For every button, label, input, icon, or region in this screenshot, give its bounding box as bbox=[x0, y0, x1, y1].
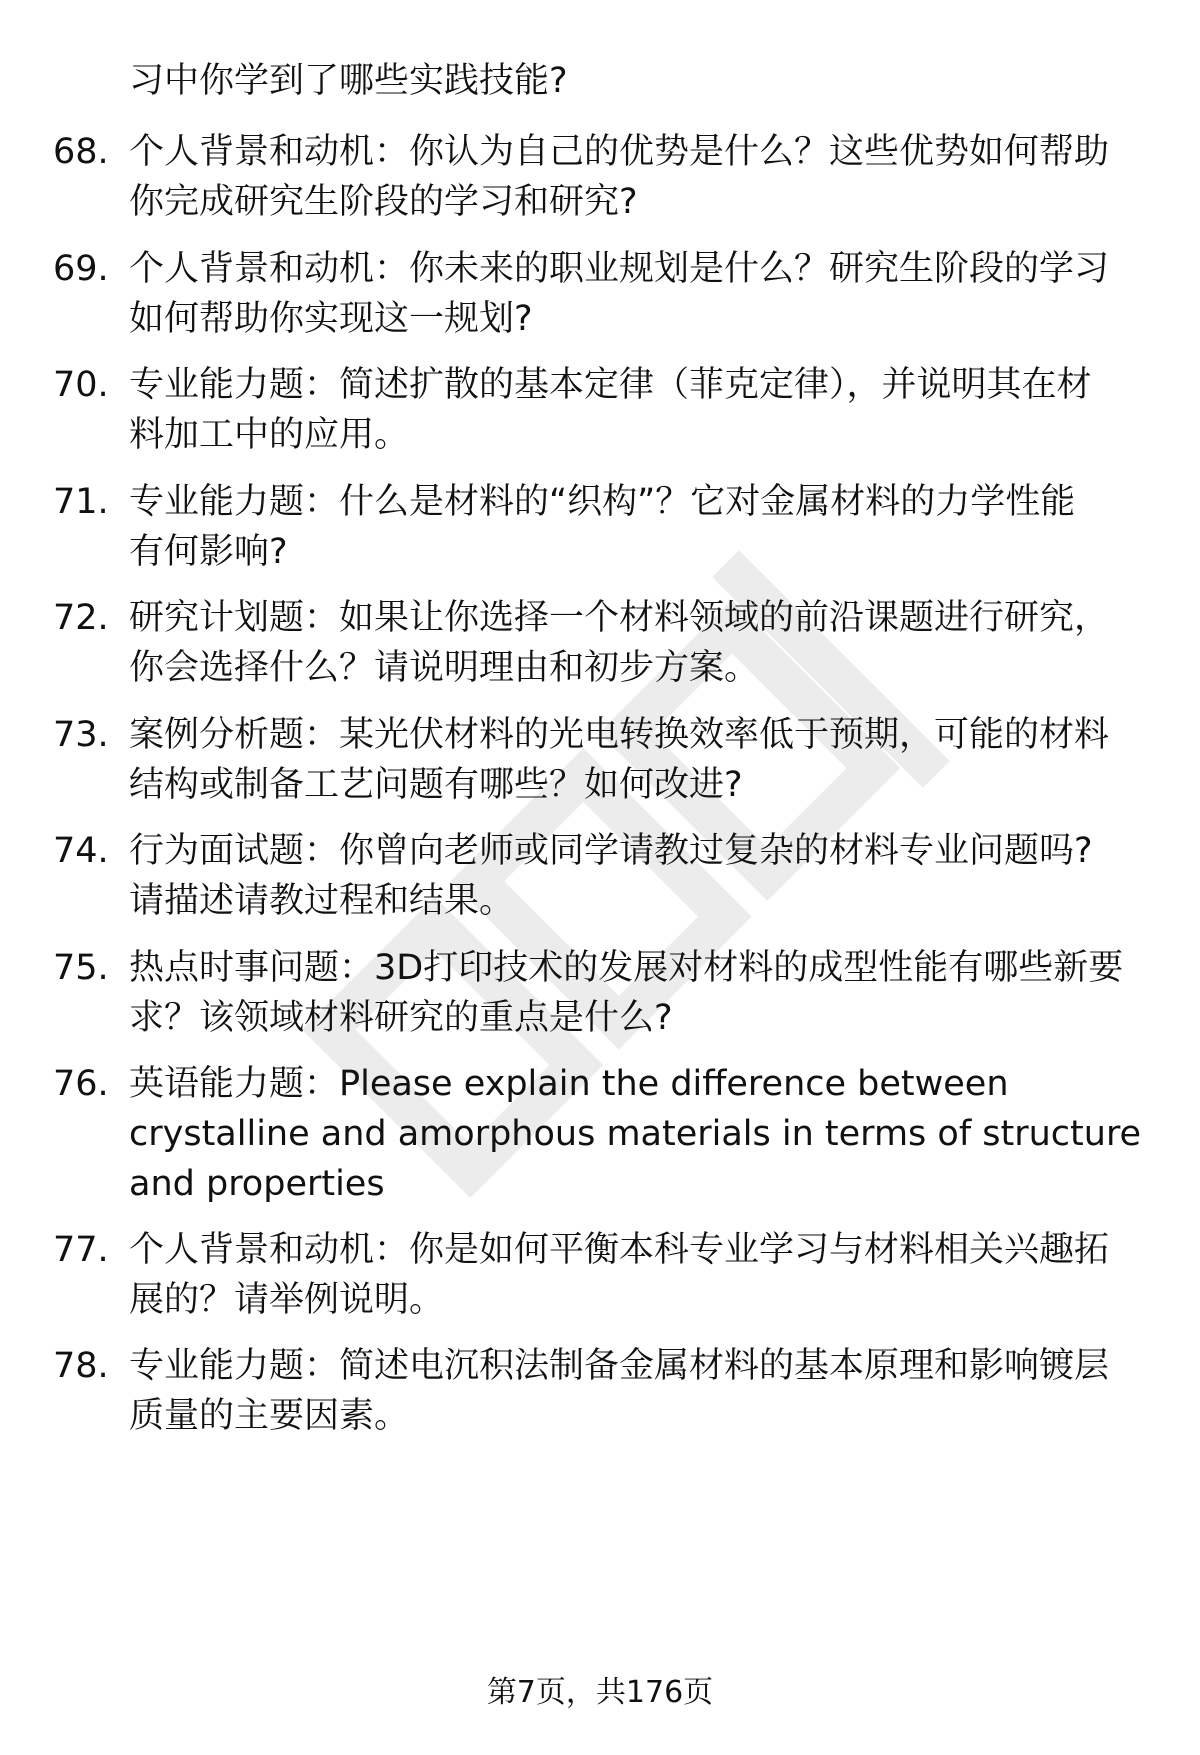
question-number: 71. bbox=[53, 482, 109, 522]
question-text: 热点时事问题：3D打印技术的发展对材料的成型性能有哪些新要 求？该领域材料研究的重点是什么? bbox=[129, 948, 1124, 1038]
question-text: 行为面试题：你曾向老师或同学请教过复杂的材料专业问题吗? 请描述请教过程和结果。 bbox=[129, 831, 1093, 921]
question-number: 78. bbox=[53, 1346, 109, 1386]
question-text: 专业能力题：简述扩散的基本定律（菲克定律），并说明其在材 料加工中的应用。 bbox=[129, 365, 1092, 455]
page-footer: 第7页，共176页 bbox=[486, 1675, 714, 1710]
question-text: 研究计划题：如果让你选择一个材料领域的前沿课题进行研究， 你会选择什么？请说明理由和初步方案。 bbox=[129, 598, 1110, 688]
question-text: 专业能力题：什么是材料的“织构”？它对金属材料的力学性能 有何影响? bbox=[129, 482, 1076, 572]
question-text: 个人背景和动机：你未来的职业规划是什么？研究生阶段的学习 如何帮助你实现这一规划? bbox=[129, 249, 1110, 339]
question-text: 专业能力题：简述电沉积法制备金属材料的基本原理和影响镀层 质量的主要因素。 bbox=[129, 1346, 1110, 1436]
question-number: 72. bbox=[53, 598, 109, 638]
question-number: 70. bbox=[53, 365, 109, 405]
question-text: 案例分析题：某光伏材料的光电转换效率低于预期，可能的材料 结构或制备工艺问题有哪些？如何改进? bbox=[129, 715, 1110, 805]
question-number: 69. bbox=[53, 249, 109, 289]
question-text: 个人背景和动机：你认为自己的优势是什么？这些优势如何帮助 你完成研究生阶段的学习和研究? bbox=[129, 132, 1110, 222]
continuation-text: 习中你学到了哪些实践技能? bbox=[129, 61, 568, 101]
question-number: 73. bbox=[53, 715, 109, 755]
question-text: 个人背景和动机：你是如何平衡本科专业学习与材料相关兴趣拓 展的？请举例说明。 bbox=[129, 1230, 1110, 1320]
question-number: 77. bbox=[53, 1230, 109, 1270]
question-number: 68. bbox=[53, 132, 109, 172]
question-number: 75. bbox=[53, 948, 109, 988]
question-text: 英语能力题：Please explain the difference between crystalline and amorphous materials in terms of structure and properties bbox=[129, 1064, 1142, 1204]
question-number: 76. bbox=[53, 1064, 109, 1104]
question-number: 74. bbox=[53, 831, 109, 871]
